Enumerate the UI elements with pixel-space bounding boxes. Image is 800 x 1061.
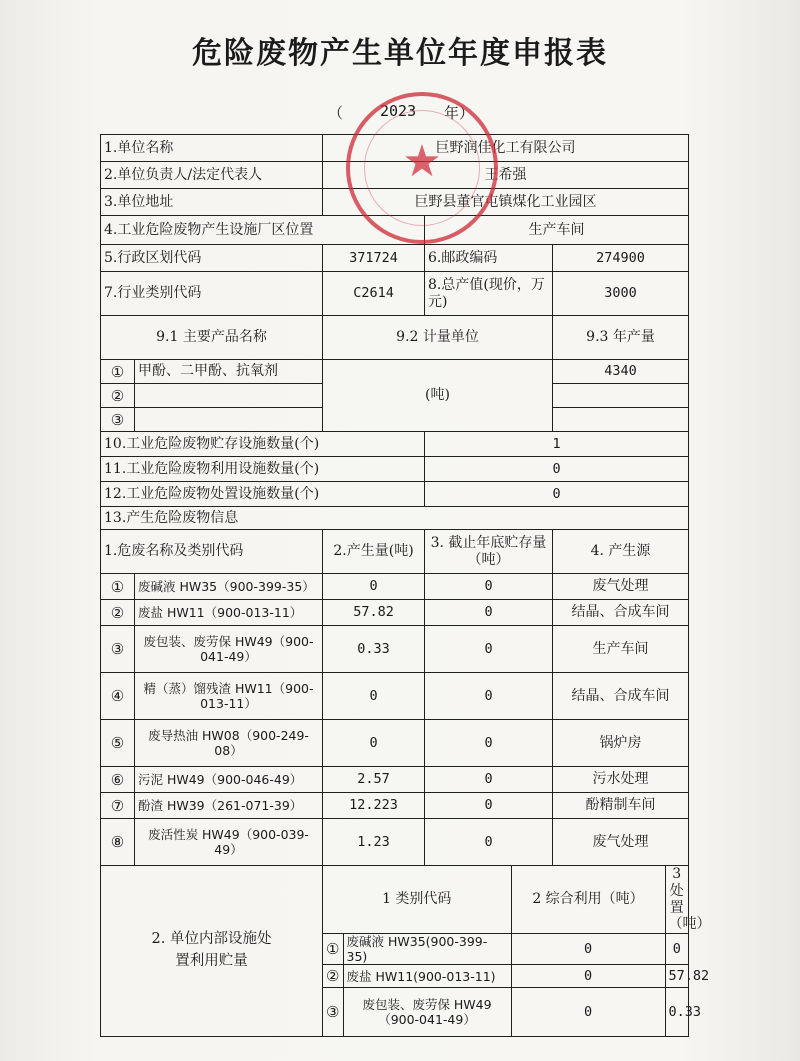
waste-row: [101, 574, 689, 600]
waste-stock: 0: [425, 819, 553, 866]
waste-row: [101, 793, 689, 819]
waste-amount: 0: [323, 673, 425, 720]
year-suffix: 年）: [444, 104, 475, 122]
waste-source-header: 4. 产生源: [553, 530, 689, 574]
waste-section-title-row: [101, 507, 689, 530]
waste-source: 污水处理: [553, 767, 689, 793]
row-number: ④: [101, 673, 135, 720]
info-label: 1.单位名称: [101, 135, 323, 162]
product-qty: [553, 384, 689, 408]
facility-value: 0: [425, 457, 689, 482]
disposal-row-cell: [323, 934, 689, 965]
year-value: 2023: [380, 102, 417, 120]
row-number: ②: [101, 600, 135, 626]
waste-amount: 0.33: [323, 626, 425, 673]
facility-value: 1: [425, 432, 689, 457]
codes-row-2: [101, 272, 689, 316]
row-number: ①: [101, 574, 135, 600]
waste-name: 污泥 HW49（900-046-49）: [135, 767, 323, 793]
facility-row: [101, 457, 689, 482]
waste-source: 锅炉房: [553, 720, 689, 767]
waste-source: 结晶、合成车间: [553, 673, 689, 720]
disposal-label-text: 2. 单位内部设施处置利用贮量: [151, 931, 272, 970]
disposal-dispose: 0.33: [668, 1004, 702, 1021]
info-value: 王希强: [323, 162, 689, 189]
disposal-header-row: [101, 866, 689, 934]
disposal-dispose-header: 3 处置（吨）: [668, 866, 711, 933]
product-name-header: 9.1 主要产品名称: [101, 316, 323, 360]
waste-section-title: 13.产生危险废物信息: [101, 507, 689, 530]
row-number: ③: [101, 626, 135, 673]
waste-row: [101, 673, 689, 720]
disposal-use: 0: [511, 988, 665, 1036]
facility-row: [101, 482, 689, 507]
year-line: [320, 100, 480, 128]
disposal-code: 废碱液 HW35(900-399-35): [343, 934, 511, 964]
waste-stock: 0: [425, 574, 553, 600]
waste-stock-header: 3. 截止年底贮存量（吨）: [425, 530, 553, 574]
disposal-code: 废包装、废劳保 HW49（900-041-49）: [343, 988, 511, 1036]
waste-name: 废导热油 HW08（900-249-08）: [135, 720, 323, 767]
row-number: ②: [101, 384, 135, 408]
info-label: 3.单位地址: [101, 189, 323, 216]
product-unit-header: 9.2 计量单位: [323, 316, 553, 360]
row-number: ⑥: [101, 767, 135, 793]
waste-name: 酚渣 HW39（261-071-39）: [135, 793, 323, 819]
info-label: 2.单位负责人/法定代表人: [101, 162, 323, 189]
row-number: ①: [101, 360, 135, 384]
disposal-use-header: 2 综合利用（吨）: [511, 866, 665, 933]
admin-code-value: 371724: [323, 245, 425, 272]
disposal-header: [323, 866, 711, 933]
waste-amount: 0: [323, 720, 425, 767]
waste-row: [101, 767, 689, 793]
disposal-dispose: 0: [672, 941, 681, 958]
facility-label: 11.工业危险废物利用设施数量(个): [101, 457, 425, 482]
waste-source: 废气处理: [553, 574, 689, 600]
admin-code-label: 5.行政区划代码: [101, 245, 323, 272]
disposal-row-table: [323, 934, 688, 964]
product-qty: 4340: [553, 360, 689, 384]
waste-row: [101, 600, 689, 626]
waste-row: [101, 819, 689, 866]
waste-source: 废气处理: [553, 819, 689, 866]
waste-amount: 12.223: [323, 793, 425, 819]
disposal-row-cell: [323, 965, 710, 988]
disposal-label: [101, 866, 323, 1037]
facility-value: 0: [425, 482, 689, 507]
row-number: ⑦: [101, 793, 135, 819]
row-number: ③: [101, 408, 135, 432]
product-unit: (吨): [323, 360, 553, 432]
waste-stock: 0: [425, 626, 553, 673]
total-output-label: 8.总产值(现价，万元): [425, 272, 553, 316]
info-value: 巨野润佳化工有限公司: [323, 135, 689, 162]
codes-row-1: [101, 245, 689, 272]
waste-name: 废包装、废劳保 HW49（900-041-49）: [135, 626, 323, 673]
waste-name: 废盐 HW11（900-013-11）: [135, 600, 323, 626]
facility-label: 10.工业危险废物贮存设施数量(个): [101, 432, 425, 457]
waste-amount-header: 2.产生量(吨): [323, 530, 425, 574]
disposal-row-table: [323, 965, 710, 987]
waste-source: 生产车间: [553, 626, 689, 673]
postal-code-value: 274900: [553, 245, 689, 272]
row-number: ③: [323, 988, 343, 1036]
seal-star-icon: ★: [402, 136, 442, 187]
info-value: 巨野县董官屯镇煤化工业园区: [323, 189, 689, 216]
waste-stock: 0: [425, 673, 553, 720]
waste-stock: 0: [425, 600, 553, 626]
year-left-paren: （: [328, 104, 344, 122]
row-number: ⑤: [101, 720, 135, 767]
row-number: ⑧: [101, 819, 135, 866]
info-row-company: [101, 135, 689, 162]
waste-amount: 1.23: [323, 819, 425, 866]
row-number: ②: [323, 965, 343, 987]
waste-amount: 57.82: [323, 600, 425, 626]
declaration-table: [100, 134, 711, 1037]
disposal-subtable-cell: [323, 866, 711, 934]
waste-amount: 2.57: [323, 767, 425, 793]
product-name: [135, 408, 323, 432]
product-row: [101, 360, 689, 384]
waste-source: 酚精制车间: [553, 793, 689, 819]
disposal-use: 0: [511, 934, 665, 964]
waste-name-header: 1.危废名称及类别代码: [101, 530, 323, 574]
disposal-use: 0: [511, 965, 665, 987]
products-header: [101, 316, 689, 360]
info-row-address: [101, 189, 689, 216]
info-row-representative: [101, 162, 689, 189]
waste-row: [101, 626, 689, 673]
disposal-code: 废盐 HW11(900-013-11): [343, 965, 511, 987]
disposal-code-header: 1 类别代码: [323, 866, 511, 933]
waste-stock: 0: [425, 793, 553, 819]
waste-stock: 0: [425, 767, 553, 793]
document-title: 危险废物产生单位年度申报表: [192, 36, 608, 71]
info-row-location: [101, 216, 689, 245]
facility-label: 12.工业危险废物处置设施数量(个): [101, 482, 425, 507]
facility-row: [101, 432, 689, 457]
postal-code-label: 6.邮政编码: [425, 245, 553, 272]
row-number: ①: [323, 934, 343, 964]
industry-code-value: C2614: [323, 272, 425, 316]
waste-name: 废碱液 HW35（900-399-35）: [135, 574, 323, 600]
total-output-value: 3000: [553, 272, 689, 316]
waste-header-row: [101, 530, 689, 574]
disposal-dispose: 57.82: [668, 968, 710, 985]
product-name: 甲酚、二甲酚、抗氧剂: [135, 360, 323, 384]
waste-name: 精（蒸）馏残渣 HW11（900-013-11）: [135, 673, 323, 720]
info-value: 生产车间: [425, 216, 689, 245]
product-name: [135, 384, 323, 408]
product-qty: [553, 408, 689, 432]
disposal-row-cell: [323, 988, 702, 1037]
waste-name: 废活性炭 HW49（900-039-49）: [135, 819, 323, 866]
waste-source: 结晶、合成车间: [553, 600, 689, 626]
info-label: 4.工业危险废物产生设施厂区位置: [101, 216, 425, 245]
waste-stock: 0: [425, 720, 553, 767]
disposal-row-table: [323, 988, 702, 1036]
waste-row: [101, 720, 689, 767]
product-qty-header: 9.3 年产量: [553, 316, 689, 360]
waste-amount: 0: [323, 574, 425, 600]
industry-code-label: 7.行业类别代码: [101, 272, 323, 316]
